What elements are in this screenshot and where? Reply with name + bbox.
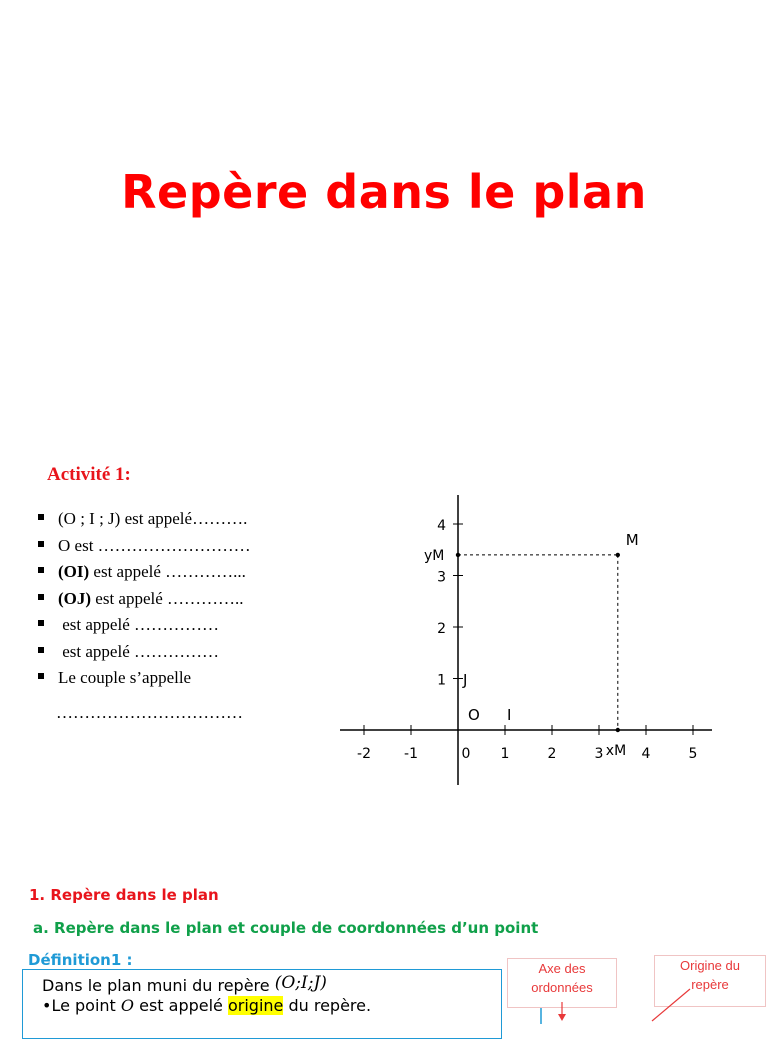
coordinate-graph <box>340 495 712 785</box>
page-title: Repère dans le plan <box>121 165 647 219</box>
item-bold: (OI) <box>58 562 90 581</box>
callout-text: Origine du <box>680 958 740 973</box>
x-tick-label: 1 <box>500 746 510 762</box>
x-tick-label: 0 <box>461 746 471 762</box>
definition-line-2 <box>42 996 371 1015</box>
point-m <box>616 553 620 557</box>
callout-text: ordonnées <box>531 980 593 995</box>
callout-arrows <box>540 1000 580 1024</box>
item-text: (O ; I ; J) est appelé………. <box>58 509 248 528</box>
x-tick-label: 4 <box>641 746 651 762</box>
activity-title: Activité 1: <box>47 464 131 485</box>
definition-text: du repère. <box>283 996 372 1015</box>
item-text: est appelé …………… <box>58 641 219 661</box>
section-heading: 1. Repère dans le plan <box>29 886 219 904</box>
item-text: est appelé …………… <box>58 615 219 634</box>
list-item <box>38 639 251 666</box>
point-ym <box>456 553 460 557</box>
x-tick-label: 3 <box>594 746 604 762</box>
bullet-icon <box>38 567 44 573</box>
callout-origin-arrow <box>640 985 700 1024</box>
callout-text: Axe des <box>538 961 586 976</box>
x-tick-label: 5 <box>688 746 698 762</box>
bullet-icon <box>38 541 44 547</box>
activity-list <box>38 506 251 692</box>
y-tick-label: 1 <box>437 672 446 689</box>
callout-text: repère <box>691 977 729 992</box>
point-notation: O <box>120 996 135 1015</box>
x-tick-label: -1 <box>404 746 418 762</box>
y-tick-label: 3 <box>437 569 446 586</box>
item-text: est appelé …………... <box>89 562 246 581</box>
graph-background <box>340 495 712 785</box>
list-item <box>38 586 251 613</box>
bullet-icon <box>38 514 44 520</box>
label-ym: yM <box>424 547 445 564</box>
item-bold: (OJ) <box>58 588 92 608</box>
label-xm: xM <box>605 743 627 759</box>
y-tick-label: 2 <box>437 621 446 637</box>
bullet-icon <box>38 594 44 600</box>
bullet-icon <box>38 673 44 679</box>
x-tick-label: -2 <box>357 746 371 762</box>
item-text: est appelé ………….. <box>91 588 244 608</box>
bullet-icon <box>38 647 44 653</box>
frame-notation: (O;I;J) <box>274 973 327 993</box>
item-text: Le couple s’appelle <box>58 668 192 687</box>
definition-text: •Le point <box>42 996 121 1015</box>
list-item <box>38 612 251 639</box>
x-tick-label: 2 <box>547 746 557 762</box>
list-item <box>38 533 251 560</box>
definition-text: Dans le plan muni du repère <box>42 976 275 995</box>
definition-line-1 <box>42 973 327 995</box>
label-i: I <box>507 706 512 724</box>
y-tick-label: 4 <box>437 518 446 534</box>
bullet-icon <box>38 620 44 626</box>
item-text: O est ……………………… <box>58 535 251 555</box>
definition-text: est appelé <box>134 996 228 1015</box>
answer-dots: …………………………… <box>56 703 243 722</box>
label-m: M <box>625 530 639 549</box>
arrow-diagonal-icon <box>652 989 690 1021</box>
definition-title: Définition1 : <box>28 951 133 969</box>
label-j: J <box>463 671 468 689</box>
point-xm <box>616 728 620 732</box>
list-item <box>38 506 251 533</box>
highlighted-term: origine <box>227 996 284 1015</box>
list-item <box>38 559 251 586</box>
arrow-head-icon <box>558 1014 566 1021</box>
list-item <box>38 665 251 692</box>
subsection-heading: a. Repère dans le plan et couple de coordonnées d’un point <box>33 919 539 937</box>
label-o: O <box>468 706 480 724</box>
